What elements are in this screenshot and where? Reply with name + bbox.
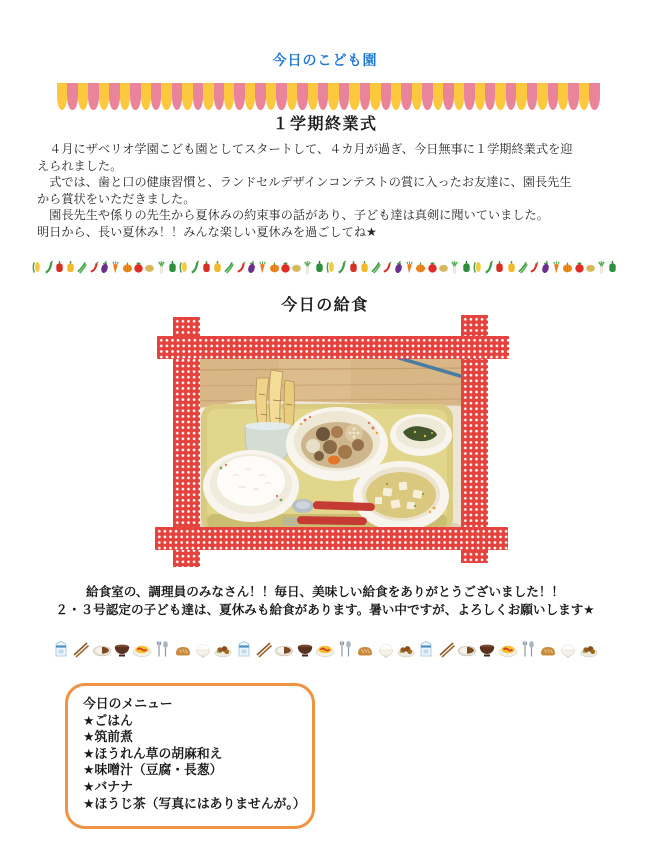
corn-icon [325, 259, 336, 275]
chopsticks-icon [254, 638, 274, 660]
bread-icon [538, 638, 558, 660]
miso-bowl-icon [477, 638, 497, 660]
red-pepper-icon [201, 259, 212, 275]
bunting-scallop [88, 83, 98, 110]
green-pepper-icon [607, 259, 618, 275]
pumpkin-icon [562, 259, 573, 275]
bunting-scallop [443, 83, 453, 110]
closing-ceremony-heading: １学期終業式 [272, 114, 378, 133]
carrot-icon [404, 259, 415, 275]
yellow-pepper-icon [359, 259, 370, 275]
bunting-scallop [579, 83, 589, 110]
bunting-scallop [589, 83, 599, 110]
green-pepper-icon [461, 259, 472, 275]
bunting-scallop [485, 83, 495, 110]
bunting-scallop [276, 83, 286, 110]
potato-icon [438, 259, 449, 275]
bunting-scallop [464, 83, 474, 110]
green-chili-icon [483, 259, 494, 275]
bunting-scallop [454, 83, 464, 110]
paragraph-line: えられました。 [37, 158, 123, 173]
eggplant-icon [393, 259, 404, 275]
bunting-scallop [349, 83, 359, 110]
eggplant-icon [99, 259, 110, 275]
bunting-scallop [67, 83, 77, 110]
paragraph-line: ４月にザベリオ学園こども園としてスタートして、４カ月が過ぎ、今日無事に１学期終業式を迎 [37, 142, 573, 156]
carrot-icon [257, 259, 268, 275]
yellow-pepper-icon [506, 259, 517, 275]
cutlery-icon [518, 638, 538, 660]
green-chili-icon [336, 259, 347, 275]
tomato-icon [574, 259, 585, 275]
bunting-scallop [141, 83, 151, 110]
red-chili-icon [88, 259, 99, 275]
thanks-message [0, 583, 650, 618]
corn-icon [178, 259, 189, 275]
bunting-scallop [495, 83, 505, 110]
bunting-scallop [161, 83, 171, 110]
rice-bowl-icon [558, 638, 578, 660]
menu-item: ★ごはん [83, 713, 133, 729]
green-beans-icon [517, 259, 528, 275]
red-chili-icon [381, 259, 392, 275]
food-border [0, 634, 650, 660]
red-chili-icon [235, 259, 246, 275]
red-chili-icon [528, 259, 539, 275]
bunting-scallop [214, 83, 224, 110]
bunting-scallop [297, 83, 307, 110]
corn-icon [31, 259, 42, 275]
bunting-scallop [109, 83, 119, 110]
bread-icon [173, 638, 193, 660]
tomato-icon [427, 259, 438, 275]
bunting-scallop [475, 83, 485, 110]
thanks-line: 給食室の、調理員のみなさん！！毎日、美味しい給食をありがとうございました！！ [85, 584, 565, 599]
carrot-icon [110, 259, 121, 275]
bunting-scallop [422, 83, 432, 110]
menu-item: ★味噌汁（豆腐・長葱） [83, 763, 223, 779]
miso-bowl-icon [112, 638, 132, 660]
thanks-line: ２・３号認定の子ども達は、夏休みも給食があります。暑い中ですが、よろしくお願いします★ [55, 601, 595, 617]
bunting-scallop [370, 83, 380, 110]
green-pepper-icon [314, 259, 325, 275]
yellow-pepper-icon [212, 259, 223, 275]
menu-item: ★ほうじ茶（写真にはありませんが。） [83, 796, 306, 812]
bunting-scallop [182, 83, 192, 110]
red-pepper-icon [494, 259, 505, 275]
bunting-scallop [287, 83, 297, 110]
milk-carton-icon [234, 638, 254, 660]
tomato-icon [280, 259, 291, 275]
milk-carton-icon [416, 638, 436, 660]
bunting-scallop [151, 83, 161, 110]
bunting-scallop [318, 83, 328, 110]
menu-item: ★筑前煮 [83, 730, 133, 746]
bunting-scallop [245, 83, 255, 110]
bunting-scallop [537, 83, 547, 110]
rice-bowl-icon [376, 638, 396, 660]
lunch-heading: 今日の給食 [281, 295, 369, 314]
milk-carton-icon [51, 638, 71, 660]
bunting-scallop [78, 83, 88, 110]
bunting-scallop [328, 83, 338, 110]
green-beans-icon [370, 259, 381, 275]
bunting-scallop [234, 83, 244, 110]
bunting-scallop [266, 83, 276, 110]
bunting-scallop [548, 83, 558, 110]
rice-bowl-icon [193, 638, 213, 660]
green-beans-icon [223, 259, 234, 275]
omurice-icon [132, 638, 152, 660]
leek-icon [156, 259, 167, 275]
green-chili-icon [189, 259, 200, 275]
eggplant-icon [246, 259, 257, 275]
pumpkin-icon [415, 259, 426, 275]
leek-icon [449, 259, 460, 275]
page-title: 今日のこども園 [272, 53, 378, 69]
lunch-photo [187, 348, 467, 540]
menu-item: ★ほうれん草の胡麻和え [83, 746, 223, 762]
pumpkin-icon [269, 259, 280, 275]
bunting-scallop [130, 83, 140, 110]
miso-bowl-icon [295, 638, 315, 660]
bunting-scallop [568, 83, 578, 110]
bunting-scallop [401, 83, 411, 110]
potato-icon [291, 259, 302, 275]
green-chili-icon [43, 259, 54, 275]
curry-rice-icon [92, 638, 112, 660]
bunting-scallop [120, 83, 130, 110]
paragraph-line: 明日から、長い夏休み！！みんな楽しい夏休みを過ごしてね★ [37, 224, 377, 239]
menu-items [83, 714, 312, 814]
karaage-icon [213, 638, 233, 660]
menu-box [65, 683, 315, 829]
bunting-scallop [360, 83, 370, 110]
menu-title: 今日のメニュー [83, 697, 173, 712]
karaage-icon [579, 638, 599, 660]
yellow-pepper-icon [65, 259, 76, 275]
karaage-icon [396, 638, 416, 660]
vegetable-border [0, 253, 650, 275]
cutlery-icon [335, 638, 355, 660]
red-pepper-icon [348, 259, 359, 275]
bunting-scallop [433, 83, 443, 110]
cutlery-icon [152, 638, 172, 660]
eggplant-icon [540, 259, 551, 275]
chopsticks-icon [437, 638, 457, 660]
washi-tape-bottom [155, 527, 508, 550]
green-pepper-icon [167, 259, 178, 275]
chopsticks-icon [71, 638, 91, 660]
bunting-scallop [339, 83, 349, 110]
paragraph-line: 式では、歯と口の健康習慣と、ランドセルデザインコンテストの賞に入ったお友達に、園長先生 [37, 175, 572, 190]
bunting-scallop [224, 83, 234, 110]
bread-icon [355, 638, 375, 660]
bunting-scallop [203, 83, 213, 110]
lunch-photo-illustration [187, 348, 467, 540]
bunting-scallop [172, 83, 182, 110]
bunting-scallop [412, 83, 422, 110]
menu-item: ★バナナ [83, 779, 133, 795]
bunting-scallop [506, 83, 516, 110]
bunting-scallop [193, 83, 203, 110]
green-beans-icon [76, 259, 87, 275]
bunting-scallop [516, 83, 526, 110]
omurice-icon [498, 638, 518, 660]
leek-icon [596, 259, 607, 275]
curry-rice-icon [457, 638, 477, 660]
omurice-icon [315, 638, 335, 660]
corn-icon [472, 259, 483, 275]
washi-tape-top [157, 336, 509, 359]
closing-ceremony-paragraphs [37, 141, 617, 241]
bunting-border [57, 83, 600, 110]
paragraph-line: 園長先生や係りの先生から夏休みの約束事の話があり、子ども達は真剣に聞いていました。 [37, 208, 549, 223]
bunting-scallop [99, 83, 109, 110]
paragraph-line: から賞状をいただきました。 [37, 191, 196, 206]
pumpkin-icon [122, 259, 133, 275]
bunting-scallop [381, 83, 391, 110]
potato-icon [585, 259, 596, 275]
bunting-scallop [308, 83, 318, 110]
potato-icon [144, 259, 155, 275]
bunting-scallop [255, 83, 265, 110]
tomato-icon [133, 259, 144, 275]
bunting-scallop [558, 83, 568, 110]
bunting-scallop [57, 83, 67, 110]
red-pepper-icon [54, 259, 65, 275]
carrot-icon [551, 259, 562, 275]
bunting-scallop [527, 83, 537, 110]
bunting-scallop [391, 83, 401, 110]
curry-rice-icon [274, 638, 294, 660]
leek-icon [302, 259, 313, 275]
